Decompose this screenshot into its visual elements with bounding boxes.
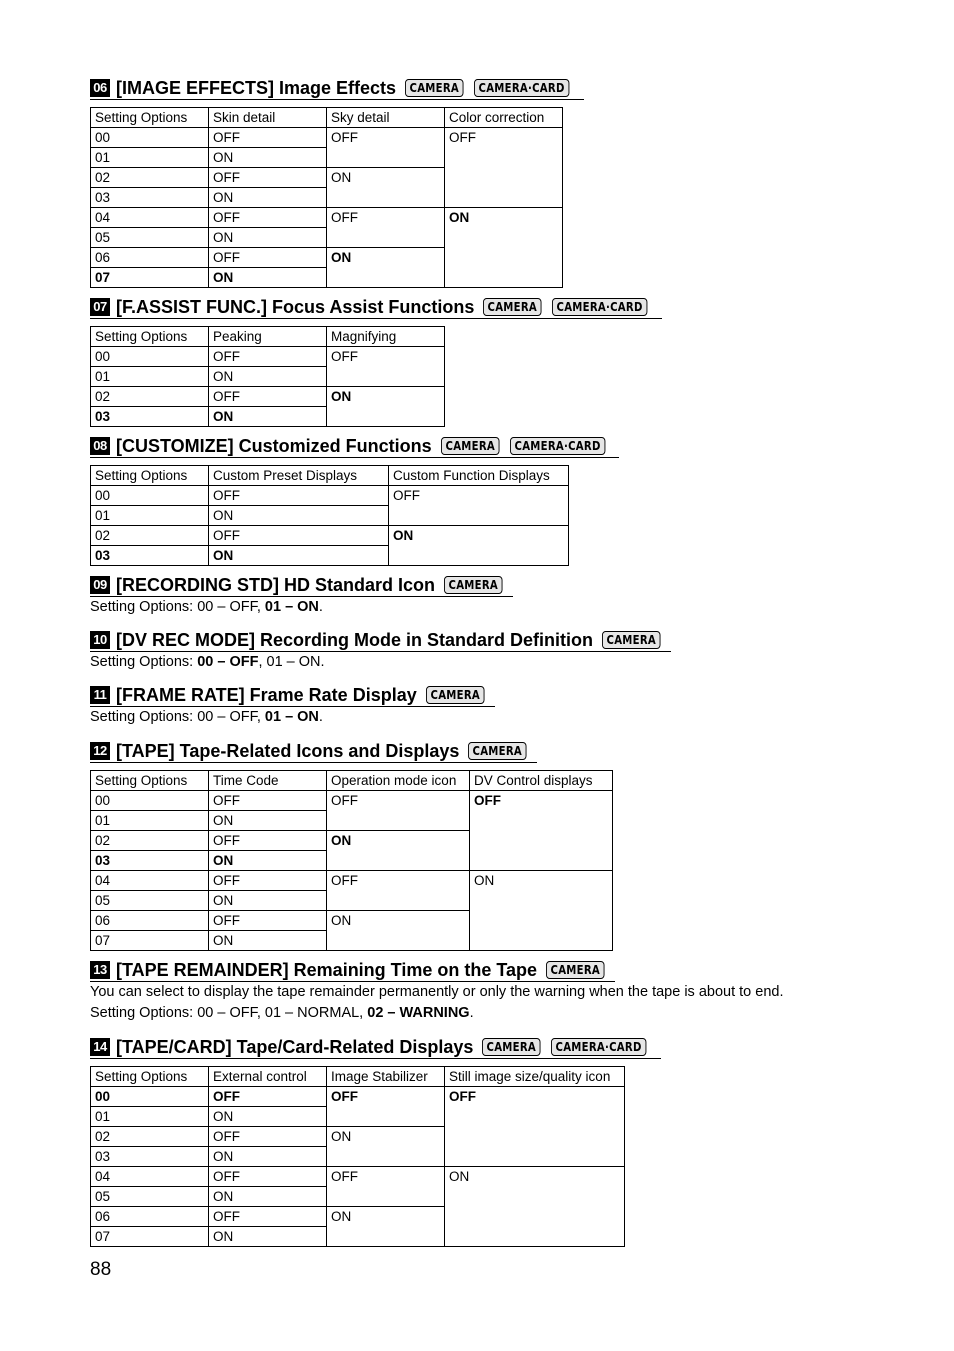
header-cell: Setting Options: [91, 1067, 209, 1087]
section-number: 07: [90, 298, 110, 316]
section-number: 08: [90, 437, 110, 455]
value-cell: OFF: [209, 831, 327, 851]
header-cell: Operation mode icon: [327, 771, 470, 791]
customize-table: [90, 465, 569, 566]
table-row: [91, 1087, 625, 1107]
value-cell: ON: [209, 268, 327, 288]
option-cell: 04: [91, 871, 209, 891]
section-heading: [90, 684, 495, 707]
option-cell: 03: [91, 851, 209, 871]
option-cell: 02: [91, 526, 209, 546]
value-cell: OFF: [209, 1087, 327, 1107]
value-cell: ON: [209, 188, 327, 208]
section-title: [CUSTOMIZE] Customized Functions: [116, 435, 432, 456]
value-cell: OFF: [470, 791, 613, 871]
camera-mode-icon: CAMERA: [602, 631, 661, 649]
table-row: [91, 486, 569, 506]
section-tape-remainder: [90, 959, 784, 1024]
value-cell: ON: [470, 871, 613, 951]
value-cell: ON: [209, 148, 327, 168]
header-cell: Still image size/quality icon: [445, 1067, 625, 1087]
camera-mode-icon: CAMERA: [441, 437, 500, 455]
option-cell: 03: [91, 1147, 209, 1167]
table-row: [91, 1167, 625, 1187]
value-cell: ON: [209, 407, 327, 427]
option-cell: 01: [91, 1107, 209, 1127]
section-title: [TAPE] Tape-Related Icons and Displays: [116, 740, 460, 761]
camera-card-mode-icon: CAMERA·CARD: [474, 79, 569, 97]
camera-card-mode-icon: CAMERA·CARD: [551, 1038, 646, 1056]
value-cell: ON: [327, 1207, 445, 1247]
value-cell: OFF: [209, 911, 327, 931]
value-cell: ON: [209, 931, 327, 951]
section-tape-card: [90, 1036, 661, 1247]
value-cell: OFF: [327, 128, 445, 168]
value-cell: ON: [209, 1147, 327, 1167]
section-title: [FRAME RATE] Frame Rate Display: [116, 684, 417, 705]
section-number: 13: [90, 961, 110, 979]
camera-mode-icon: CAMERA: [482, 1038, 541, 1056]
header-cell: External control: [209, 1067, 327, 1087]
value-cell: OFF: [327, 347, 445, 387]
value-cell: ON: [445, 1167, 625, 1247]
option-cell: 00: [91, 791, 209, 811]
section-recording-std: [90, 574, 513, 618]
value-cell: ON: [209, 1107, 327, 1127]
value-cell: OFF: [209, 387, 327, 407]
option-cell: 05: [91, 1187, 209, 1207]
value-cell: OFF: [209, 486, 389, 506]
camera-mode-icon: CAMERA: [483, 298, 542, 316]
section-title: [IMAGE EFFECTS] Image Effects: [116, 77, 397, 98]
option-cell: 00: [91, 128, 209, 148]
section-title: [TAPE REMAINDER] Remaining Time on the Tape: [116, 959, 538, 980]
option-cell: 00: [91, 1087, 209, 1107]
camera-mode-icon: CAMERA: [405, 79, 464, 97]
section-number: 12: [90, 742, 110, 760]
value-cell: OFF: [445, 1087, 625, 1167]
camera-card-mode-icon: CAMERA·CARD: [552, 298, 647, 316]
section-tape: [90, 740, 613, 951]
section-heading: [90, 1036, 661, 1059]
value-cell: ON: [327, 387, 445, 427]
option-cell: 07: [91, 931, 209, 951]
table-header-row: [91, 108, 563, 128]
value-cell: OFF: [209, 526, 389, 546]
option-cell: 00: [91, 347, 209, 367]
header-cell: DV Control displays: [470, 771, 613, 791]
value-cell: OFF: [209, 128, 327, 148]
setting-options-text: Setting Options: 00 – OFF, 01 – ON.: [90, 709, 323, 725]
setting-options-text: Setting Options: 00 – OFF, 01 – NORMAL, 02 – WARNING.: [90, 1005, 474, 1021]
setting-options-text: Setting Options: 00 – OFF, 01 – ON.: [90, 654, 325, 670]
value-cell: ON: [209, 851, 327, 871]
table-row: [91, 208, 563, 228]
value-cell: OFF: [209, 871, 327, 891]
image-effects-table: [90, 107, 563, 288]
section-heading: [90, 574, 513, 597]
value-cell: OFF: [209, 168, 327, 188]
value-cell: OFF: [389, 486, 569, 526]
option-cell: 00: [91, 486, 209, 506]
value-cell: ON: [209, 228, 327, 248]
option-cell: 06: [91, 1207, 209, 1227]
value-cell: OFF: [445, 128, 563, 208]
table-row: [91, 387, 445, 407]
header-cell: Sky detail: [327, 108, 445, 128]
value-cell: ON: [209, 506, 389, 526]
section-title: [TAPE/CARD] Tape/Card-Related Displays: [116, 1036, 474, 1057]
value-cell: ON: [389, 526, 569, 566]
header-cell: Setting Options: [91, 466, 209, 486]
option-cell: 03: [91, 188, 209, 208]
option-cell: 03: [91, 407, 209, 427]
value-cell: OFF: [209, 791, 327, 811]
option-cell: 03: [91, 546, 209, 566]
header-cell: Setting Options: [91, 771, 209, 791]
value-cell: OFF: [327, 1087, 445, 1127]
option-cell: 06: [91, 248, 209, 268]
value-cell: OFF: [209, 1207, 327, 1227]
value-cell: ON: [209, 546, 389, 566]
value-cell: ON: [209, 1187, 327, 1207]
table-header-row: [91, 1067, 625, 1087]
value-cell: ON: [209, 1227, 327, 1247]
value-cell: ON: [209, 891, 327, 911]
value-cell: ON: [209, 811, 327, 831]
section-title: [F.ASSIST FUNC.] Focus Assist Functions: [116, 296, 475, 317]
section-focus-assist: [90, 296, 662, 427]
camera-mode-icon: CAMERA: [468, 742, 527, 760]
value-cell: OFF: [327, 208, 445, 248]
option-cell: 04: [91, 1167, 209, 1187]
option-cell: 04: [91, 208, 209, 228]
section-title: [DV REC MODE] Recording Mode in Standard Definition: [116, 629, 593, 650]
option-cell: 02: [91, 831, 209, 851]
option-cell: 01: [91, 367, 209, 387]
option-cell: 05: [91, 228, 209, 248]
camera-mode-icon: CAMERA: [546, 961, 605, 979]
table-row: [91, 347, 445, 367]
header-cell: Peaking: [209, 327, 327, 347]
table-header-row: [91, 771, 613, 791]
value-cell: OFF: [209, 248, 327, 268]
value-cell: ON: [327, 1127, 445, 1167]
value-cell: OFF: [209, 1127, 327, 1147]
section-heading: [90, 77, 584, 100]
option-cell: 01: [91, 506, 209, 526]
table-row: [91, 871, 613, 891]
table-row: [91, 526, 569, 546]
table-row: [91, 791, 613, 811]
table-row: [91, 128, 563, 148]
value-cell: OFF: [327, 791, 470, 831]
page-number: 88: [90, 1259, 112, 1280]
value-cell: OFF: [209, 1167, 327, 1187]
value-cell: ON: [327, 831, 470, 871]
section-number: 11: [90, 686, 110, 704]
section-dv-rec-mode: [90, 629, 671, 673]
section-number: 09: [90, 576, 110, 594]
option-cell: 02: [91, 387, 209, 407]
value-cell: ON: [209, 367, 327, 387]
option-cell: 01: [91, 811, 209, 831]
table-header-row: [91, 327, 445, 347]
section-heading: [90, 959, 615, 982]
tape-card-table: [90, 1066, 625, 1247]
tape-table: [90, 770, 613, 951]
setting-options-text: Setting Options: 00 – OFF, 01 – ON.: [90, 599, 323, 615]
camera-card-mode-icon: CAMERA·CARD: [510, 437, 605, 455]
option-cell: 07: [91, 1227, 209, 1247]
table-header-row: [91, 466, 569, 486]
value-cell: ON: [327, 248, 445, 288]
section-frame-rate: [90, 684, 495, 728]
option-cell: 06: [91, 911, 209, 931]
header-cell: Time Code: [209, 771, 327, 791]
header-cell: Custom Function Displays: [389, 466, 569, 486]
value-cell: OFF: [209, 208, 327, 228]
section-heading: [90, 435, 619, 458]
section-customize: [90, 435, 619, 566]
header-cell: Setting Options: [91, 327, 209, 347]
header-cell: Custom Preset Displays: [209, 466, 389, 486]
value-cell: OFF: [209, 347, 327, 367]
value-cell: OFF: [327, 871, 470, 911]
header-cell: Color correction: [445, 108, 563, 128]
camera-mode-icon: CAMERA: [444, 576, 503, 594]
description-text: You can select to display the tape remainder permanently or only the warning when the tape is about to end.: [90, 984, 784, 1000]
header-cell: Skin detail: [209, 108, 327, 128]
value-cell: ON: [327, 911, 470, 951]
section-number: 10: [90, 631, 110, 649]
option-cell: 02: [91, 1127, 209, 1147]
header-cell: Setting Options: [91, 108, 209, 128]
option-cell: 07: [91, 268, 209, 288]
value-cell: OFF: [327, 1167, 445, 1207]
value-cell: ON: [445, 208, 563, 288]
section-number: 06: [90, 79, 110, 97]
section-heading: [90, 740, 537, 763]
section-image-effects: [90, 77, 584, 288]
option-cell: 02: [91, 168, 209, 188]
section-number: 14: [90, 1038, 110, 1056]
camera-mode-icon: CAMERA: [426, 686, 485, 704]
header-cell: Magnifying: [327, 327, 445, 347]
value-cell: ON: [327, 168, 445, 208]
header-cell: Image Stabilizer: [327, 1067, 445, 1087]
section-heading: [90, 629, 671, 652]
section-heading: [90, 296, 662, 319]
option-cell: 01: [91, 148, 209, 168]
section-title: [RECORDING STD] HD Standard Icon: [116, 574, 436, 595]
option-cell: 05: [91, 891, 209, 911]
focus-assist-table: [90, 326, 445, 427]
